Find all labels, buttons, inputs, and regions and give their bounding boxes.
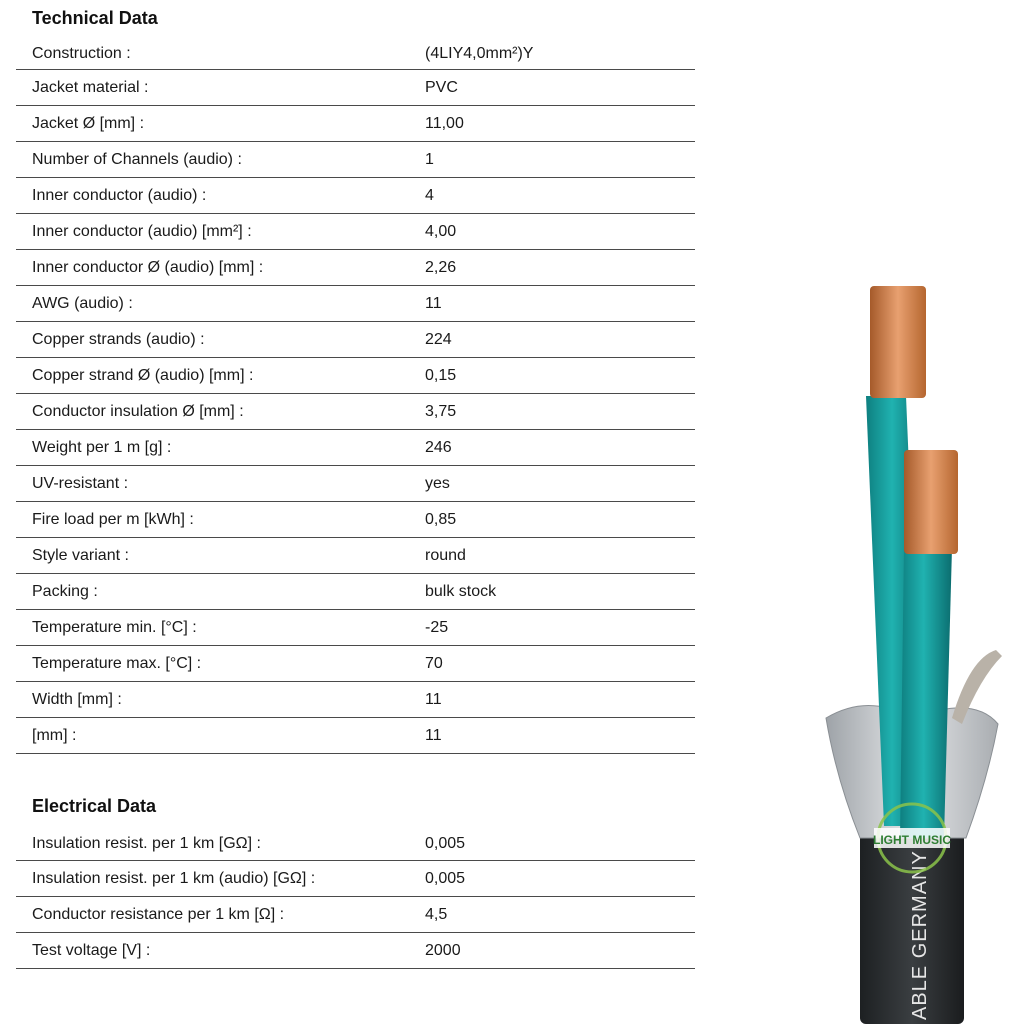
table-row <box>16 897 695 933</box>
row-value: 0,15 <box>425 366 457 384</box>
row-value: 11 <box>425 294 442 312</box>
row-value: 4,5 <box>425 905 448 923</box>
copper-strands-back <box>870 286 926 398</box>
table-row <box>16 178 695 214</box>
table-row <box>16 106 695 142</box>
row-label: Construction : <box>32 44 131 62</box>
table-row <box>16 610 695 646</box>
table-row <box>16 933 695 969</box>
copper-strands-front <box>904 450 958 554</box>
row-value: 0,85 <box>425 510 457 528</box>
technical-data-table <box>16 38 695 754</box>
row-value: 4,00 <box>425 222 457 240</box>
row-value: 4 <box>425 186 434 204</box>
row-label: Copper strand Ø (audio) [mm] : <box>32 366 254 384</box>
electrical-data-table <box>16 828 695 969</box>
table-row <box>16 538 695 574</box>
table-row <box>16 646 695 682</box>
electrical-data-section <box>16 796 695 969</box>
table-row <box>16 322 695 358</box>
row-value: bulk stock <box>425 582 497 600</box>
row-label: Fire load per m [kWh] : <box>32 510 194 528</box>
watermark-text: LIGHT MUSIC <box>873 833 951 847</box>
technical-data-title: Technical Data <box>32 8 158 28</box>
row-value: 3,75 <box>425 402 457 420</box>
electrical-data-title: Electrical Data <box>32 796 157 816</box>
row-label: [mm] : <box>32 726 77 744</box>
row-label: Inner conductor Ø (audio) [mm] : <box>32 258 264 276</box>
row-value: 11,00 <box>425 114 464 132</box>
row-value: round <box>425 546 466 564</box>
table-row <box>16 574 695 610</box>
row-value: 0,005 <box>425 869 466 887</box>
row-label: UV-resistant : <box>32 474 129 492</box>
row-label: Inner conductor (audio) [mm²] : <box>32 222 252 240</box>
row-label: Conductor insulation Ø [mm] : <box>32 402 244 420</box>
row-value: PVC <box>425 78 458 96</box>
table-row <box>16 828 695 861</box>
row-label: Temperature max. [°C] : <box>32 654 202 672</box>
row-value: 2,26 <box>425 258 457 276</box>
table-row <box>16 861 695 897</box>
row-label: Conductor resistance per 1 km [Ω] : <box>32 905 285 923</box>
cable-product-image <box>820 278 1010 1024</box>
table-row <box>16 358 695 394</box>
row-label: Packing : <box>32 582 98 600</box>
row-value: (4LIY4,0mm²)Y <box>425 44 534 62</box>
table-row <box>16 394 695 430</box>
table-row <box>16 250 695 286</box>
table-row <box>16 430 695 466</box>
row-value: 2000 <box>425 941 461 959</box>
row-label: Style variant : <box>32 546 129 564</box>
row-value: 1 <box>425 150 434 168</box>
row-label: Insulation resist. per 1 km [GΩ] : <box>32 835 261 852</box>
table-row <box>16 718 695 754</box>
row-label: Insulation resist. per 1 km (audio) [GΩ] : <box>32 869 316 887</box>
jacket-print: ABLE GERMANY <box>909 850 931 1020</box>
technical-data-section <box>16 8 695 754</box>
table-row <box>16 142 695 178</box>
row-label: Number of Channels (audio) : <box>32 150 242 168</box>
conductor-insulation-front <box>900 548 952 838</box>
table-row <box>16 286 695 322</box>
row-value: -25 <box>425 618 449 636</box>
row-value: 224 <box>425 330 452 348</box>
row-value: 0,005 <box>425 835 466 852</box>
row-value: 70 <box>425 654 443 672</box>
row-label: Width [mm] : <box>32 690 122 708</box>
row-label: Copper strands (audio) : <box>32 330 205 348</box>
row-label: Temperature min. [°C] : <box>32 618 197 636</box>
row-label: Weight per 1 m [g] : <box>32 438 172 456</box>
row-label: Inner conductor (audio) : <box>32 186 207 204</box>
row-value: yes <box>425 474 450 492</box>
table-row <box>16 38 695 70</box>
row-value: 246 <box>425 438 452 456</box>
row-label: Jacket material : <box>32 78 149 96</box>
row-label: Jacket Ø [mm] : <box>32 114 145 132</box>
table-row <box>16 502 695 538</box>
row-label: AWG (audio) : <box>32 294 133 312</box>
table-row <box>16 466 695 502</box>
table-row <box>16 682 695 718</box>
table-row <box>16 70 695 106</box>
table-row <box>16 214 695 250</box>
row-label: Test voltage [V] : <box>32 941 151 959</box>
row-value: 11 <box>425 690 442 708</box>
row-value: 11 <box>425 726 442 744</box>
